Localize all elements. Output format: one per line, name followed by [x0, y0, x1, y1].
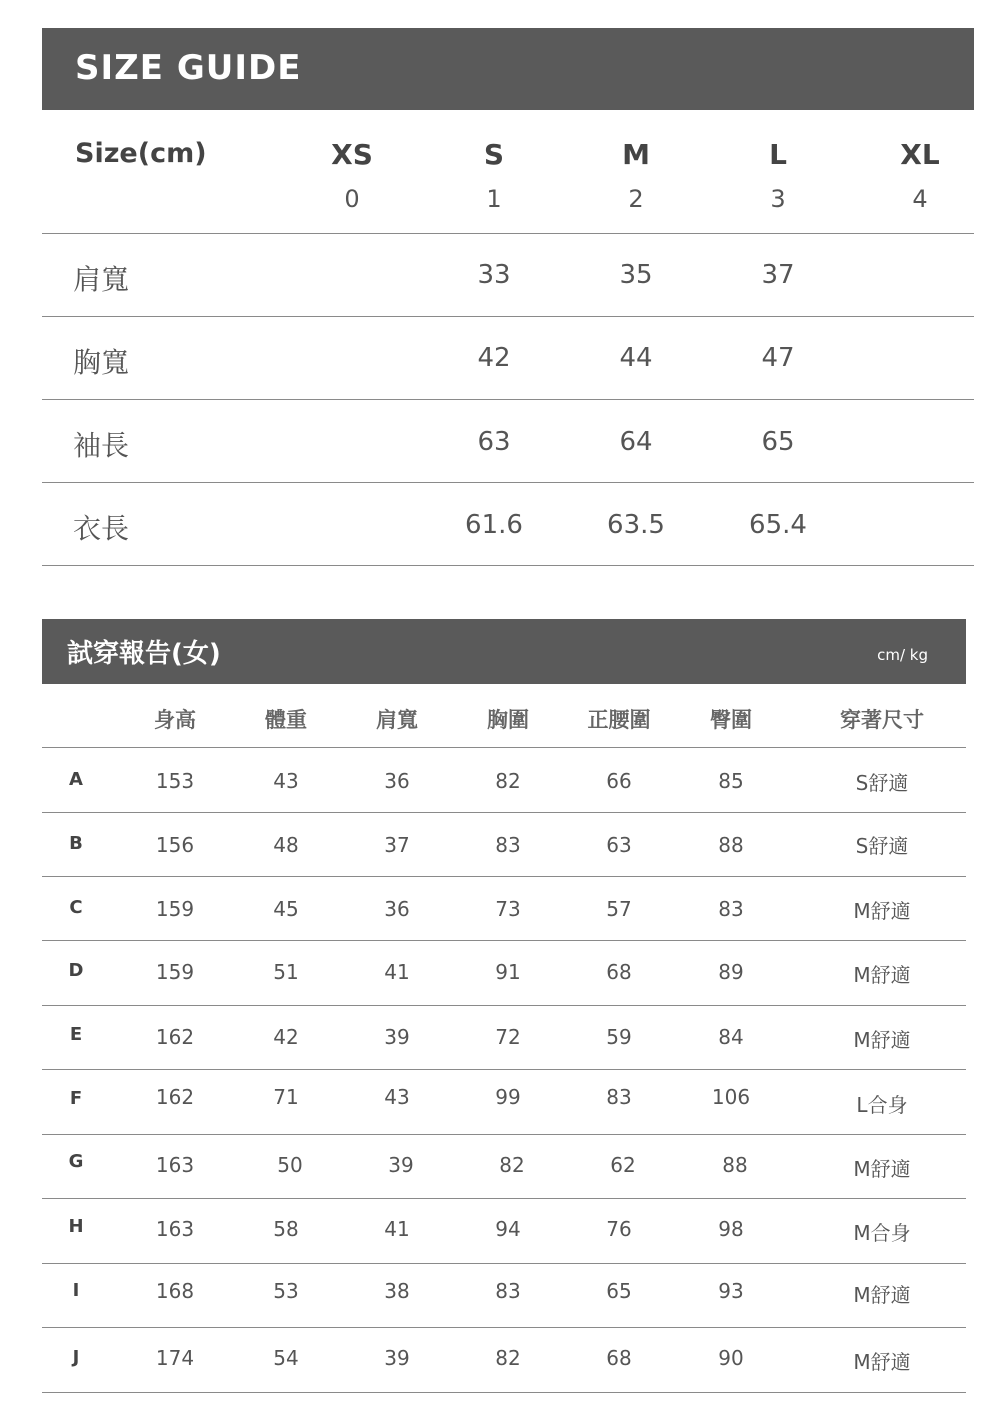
divider: [42, 1005, 966, 1006]
column-header: 體重: [265, 708, 307, 732]
row-value: 98: [718, 1217, 744, 1241]
row-value: 159: [155, 960, 195, 984]
fit-size: M舒適: [853, 899, 911, 923]
row-value: 42: [273, 1025, 299, 1049]
size-number: 3: [770, 185, 786, 213]
measure-value: 47: [761, 343, 795, 373]
fit-size: S舒適: [855, 834, 909, 858]
row-value: 43: [273, 769, 299, 793]
measure-value: 64: [619, 427, 653, 457]
size-number: 2: [628, 185, 644, 213]
column-header: 身高: [154, 708, 196, 732]
size-header-label: Size(cm): [75, 138, 207, 169]
row-id: E: [69, 1024, 83, 1045]
row-value: 50: [277, 1153, 303, 1177]
measure-value: 65.4: [749, 510, 807, 540]
row-value: 39: [384, 1025, 410, 1049]
row-value: 43: [384, 1085, 410, 1109]
measure-value: 65: [761, 427, 795, 457]
row-value: 41: [384, 1217, 410, 1241]
row-value: 83: [495, 1279, 521, 1303]
row-value: 68: [606, 1346, 632, 1370]
row-value: 38: [384, 1279, 410, 1303]
row-id: J: [72, 1347, 80, 1368]
row-value: 163: [155, 1153, 195, 1177]
fit-size: M舒適: [853, 1028, 911, 1052]
measure-value: 42: [477, 343, 511, 373]
size-number: 1: [486, 185, 502, 213]
measure-value: 61.6: [465, 510, 523, 540]
column-header: 正腰圍: [587, 708, 651, 732]
measure-value: 63.5: [607, 510, 665, 540]
size-name: XS: [331, 138, 373, 171]
measure-value: 37: [761, 260, 795, 290]
row-value: 37: [384, 833, 410, 857]
measure-value: 63: [477, 427, 511, 457]
fit-size: M合身: [853, 1221, 911, 1245]
row-value: 72: [495, 1025, 521, 1049]
row-value: 99: [495, 1085, 521, 1109]
unit-label: cm/ kg: [877, 646, 928, 664]
row-value: 91: [495, 960, 521, 984]
row-value: 90: [718, 1346, 744, 1370]
measure-label: 胸寬: [73, 346, 130, 379]
size-name: XL: [900, 138, 940, 171]
row-id: I: [72, 1280, 80, 1301]
row-value: 53: [273, 1279, 299, 1303]
measure-value: 33: [477, 260, 511, 290]
row-value: 83: [718, 897, 744, 921]
measure-label: 衣長: [73, 512, 130, 545]
measure-value: 35: [619, 260, 653, 290]
row-id: F: [69, 1088, 83, 1109]
size-guide-header: [42, 28, 974, 110]
column-header: 肩寬: [376, 708, 418, 732]
row-value: 159: [155, 897, 195, 921]
row-id: H: [68, 1216, 84, 1237]
column-header: 臀圍: [710, 708, 752, 732]
fitting-report-header: [42, 619, 966, 684]
row-value: 88: [722, 1153, 748, 1177]
row-value: 163: [155, 1217, 195, 1241]
divider: [42, 316, 974, 317]
row-value: 174: [155, 1346, 195, 1370]
divider: [42, 812, 966, 813]
size-name: L: [769, 138, 787, 171]
row-value: 54: [273, 1346, 299, 1370]
row-value: 36: [384, 769, 410, 793]
row-id: A: [69, 769, 83, 790]
column-header: 胸圍: [487, 708, 529, 732]
divider: [42, 1198, 966, 1199]
row-value: 39: [384, 1346, 410, 1370]
row-value: 65: [606, 1279, 632, 1303]
row-value: 85: [718, 769, 744, 793]
size-number: 4: [912, 185, 928, 213]
row-value: 168: [155, 1279, 195, 1303]
divider: [42, 747, 966, 748]
divider: [42, 233, 974, 234]
row-value: 106: [711, 1085, 751, 1109]
divider: [42, 399, 974, 400]
divider: [42, 1263, 966, 1264]
fit-size: M舒適: [853, 963, 911, 987]
row-value: 82: [499, 1153, 525, 1177]
row-id: C: [69, 897, 83, 918]
row-value: 94: [495, 1217, 521, 1241]
row-value: 82: [495, 1346, 521, 1370]
row-value: 88: [718, 833, 744, 857]
row-value: 66: [606, 769, 632, 793]
row-value: 51: [273, 960, 299, 984]
row-value: 57: [606, 897, 632, 921]
row-value: 41: [384, 960, 410, 984]
fit-size: M舒適: [853, 1350, 911, 1374]
divider: [42, 876, 966, 877]
measure-label: 肩寬: [73, 263, 130, 296]
row-value: 36: [384, 897, 410, 921]
fit-size: S舒適: [855, 771, 909, 795]
row-value: 71: [273, 1085, 299, 1109]
row-value: 153: [155, 769, 195, 793]
row-value: 76: [606, 1217, 632, 1241]
row-value: 48: [273, 833, 299, 857]
row-value: 156: [155, 833, 195, 857]
fit-size: M舒適: [853, 1283, 911, 1307]
row-value: 62: [610, 1153, 636, 1177]
measure-label: 袖長: [73, 429, 130, 462]
size-name: M: [622, 138, 650, 171]
size-name: S: [483, 138, 505, 171]
row-id: D: [68, 960, 84, 981]
row-value: 45: [273, 897, 299, 921]
row-value: 93: [718, 1279, 744, 1303]
divider: [42, 1134, 966, 1135]
divider: [42, 940, 966, 941]
divider: [42, 1069, 966, 1070]
size-number: 0: [344, 185, 360, 213]
row-id: G: [68, 1151, 84, 1172]
row-value: 162: [155, 1025, 195, 1049]
row-value: 39: [388, 1153, 414, 1177]
row-value: 63: [606, 833, 632, 857]
fit-size: M舒適: [853, 1157, 911, 1181]
row-value: 82: [495, 769, 521, 793]
divider: [42, 482, 974, 483]
column-header: 穿著尺寸: [840, 708, 924, 732]
fit-size: L合身: [856, 1093, 908, 1117]
fitting-report-title: 試穿報告(女): [67, 639, 221, 669]
row-value: 59: [606, 1025, 632, 1049]
size-guide-title: SIZE GUIDE: [75, 48, 302, 88]
row-value: 68: [606, 960, 632, 984]
row-value: 83: [606, 1085, 632, 1109]
divider: [42, 565, 974, 566]
row-value: 162: [155, 1085, 195, 1109]
measure-value: 44: [619, 343, 653, 373]
row-id: B: [69, 833, 83, 854]
divider: [42, 1327, 966, 1328]
row-value: 83: [495, 833, 521, 857]
row-value: 58: [273, 1217, 299, 1241]
divider: [42, 1392, 966, 1393]
row-value: 89: [718, 960, 744, 984]
row-value: 84: [718, 1025, 744, 1049]
row-value: 73: [495, 897, 521, 921]
